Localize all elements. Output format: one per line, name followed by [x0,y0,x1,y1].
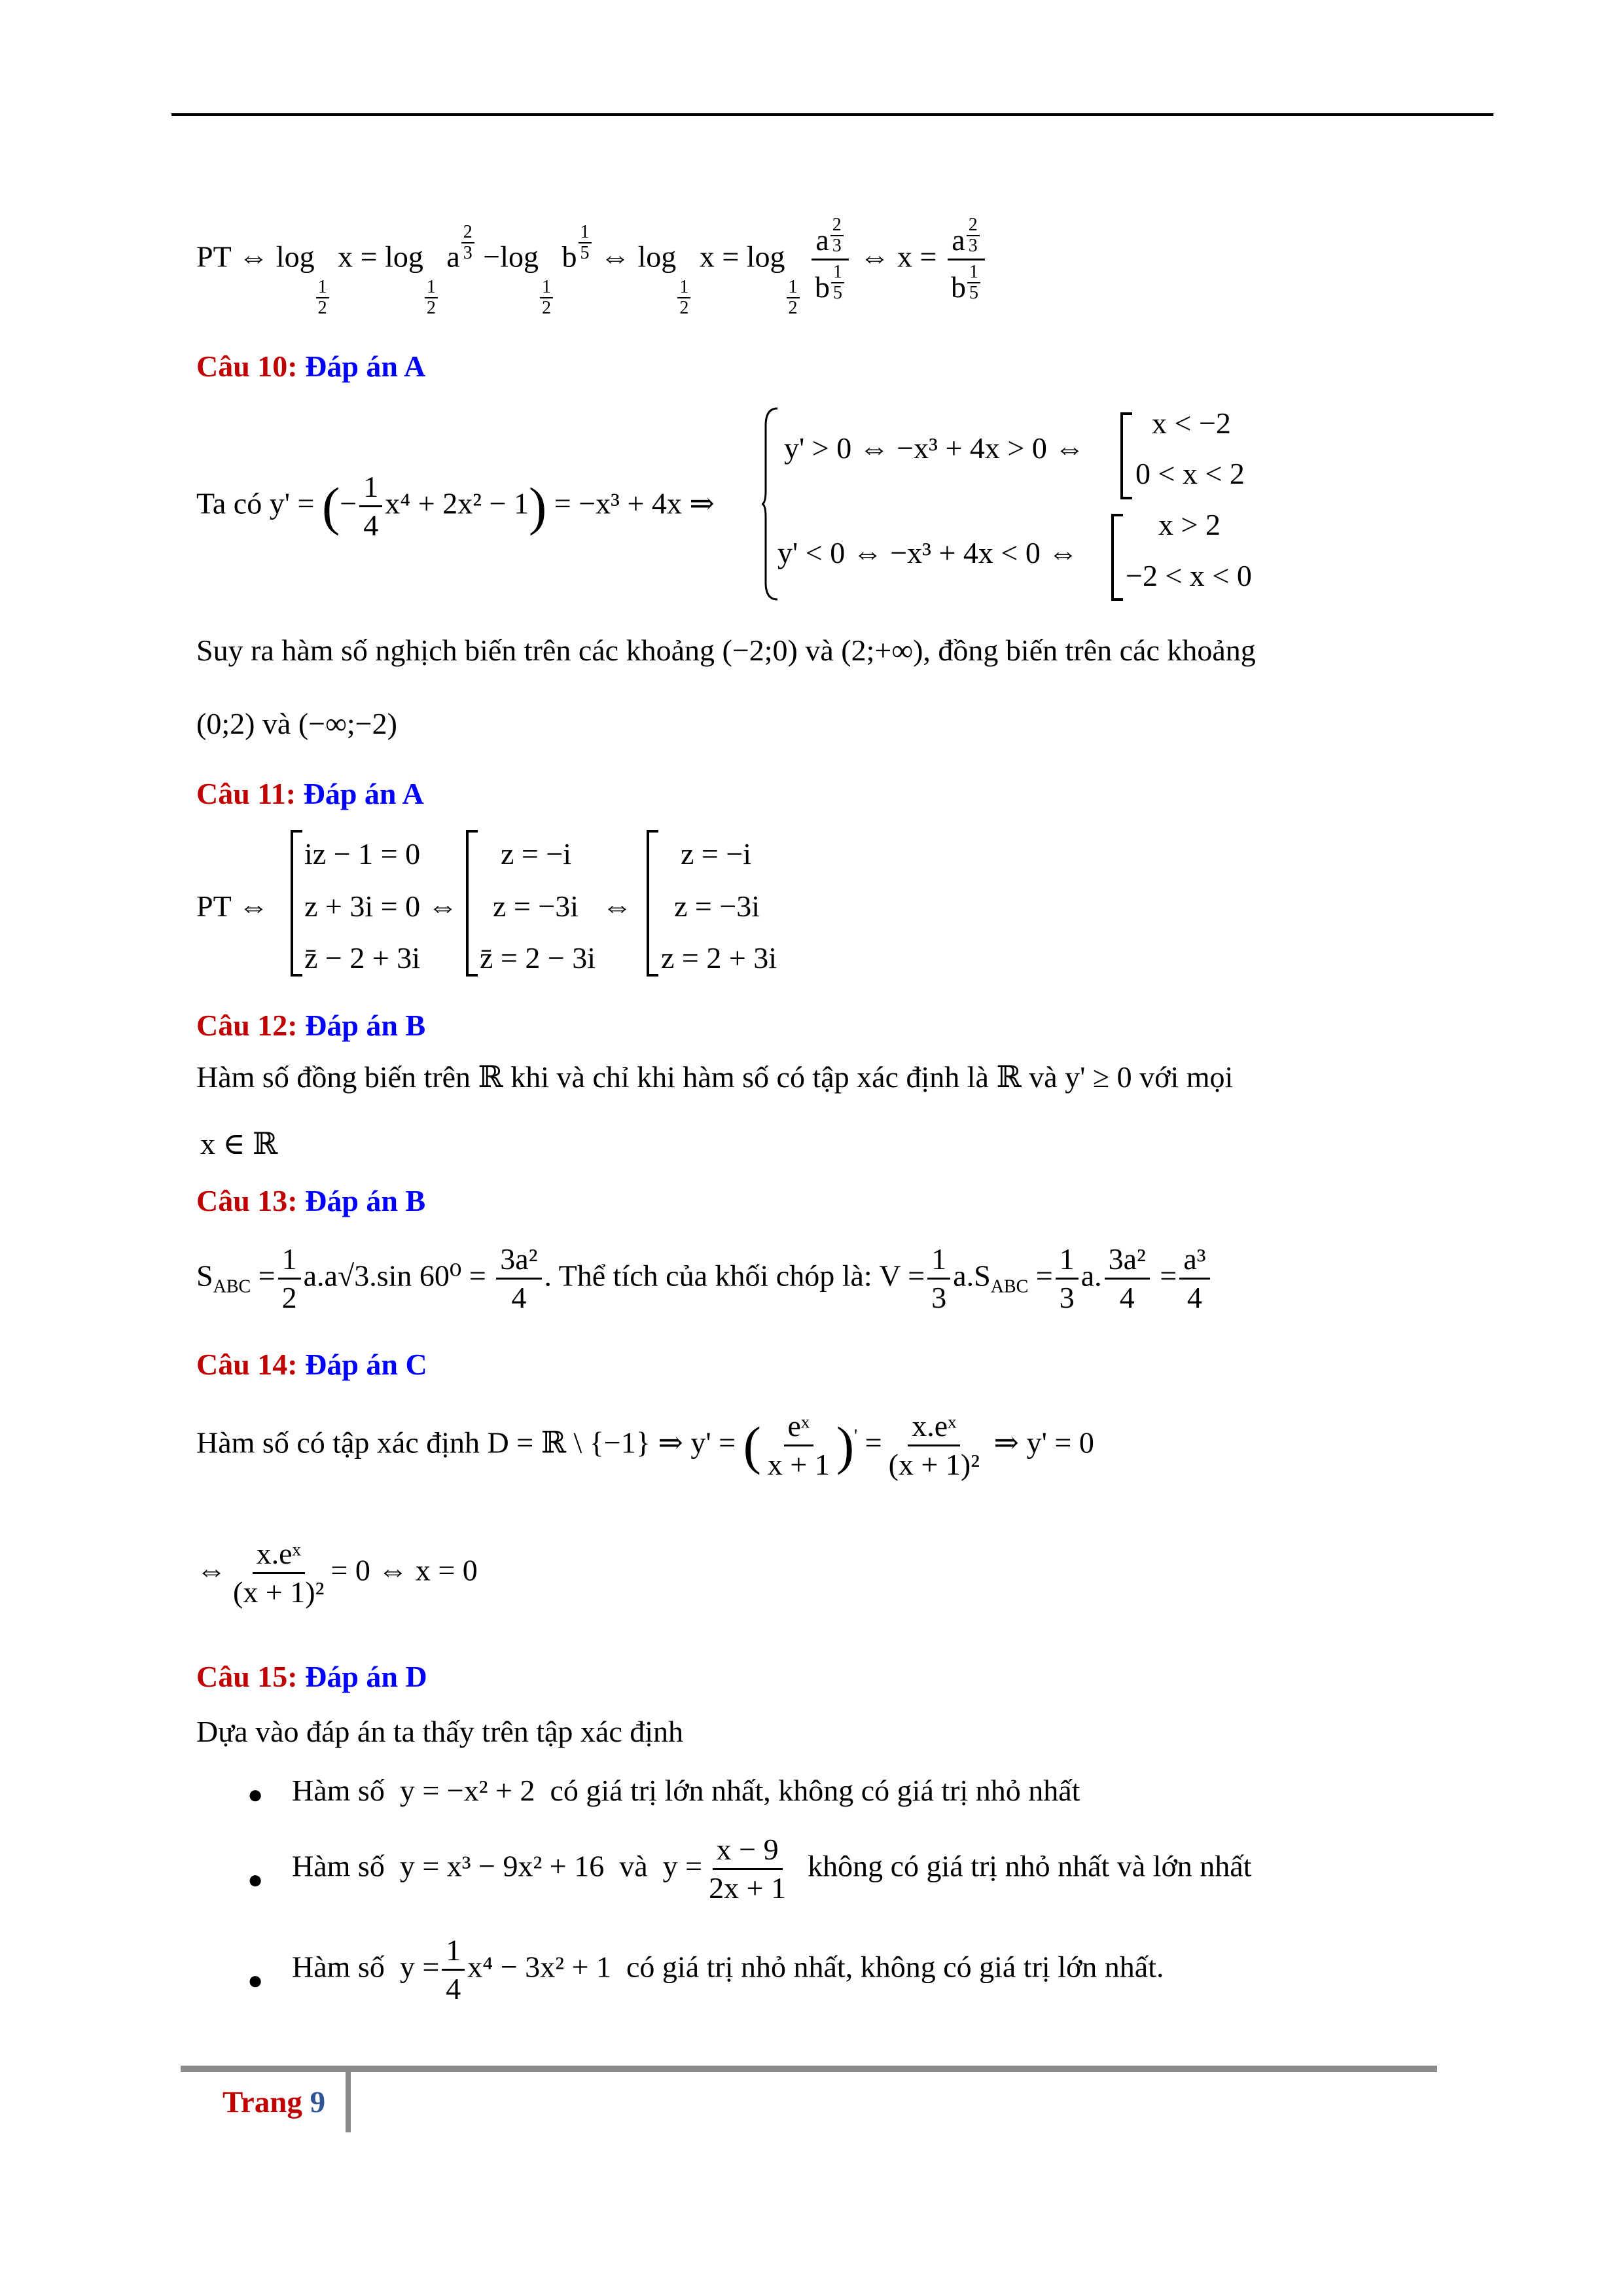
q11-sys2-2: z̄ = 2 − 3i [480,941,596,975]
q11-sys1-1: z + 3i = 0 ⇔ [304,889,458,923]
q11-sys2-0: z = −i [501,837,572,870]
q15-intro: Dựa vào đáp án ta thấy trên tập xác định [196,1715,684,1748]
q14-derivative: Hàm số có tập xác định D = ℝ \ {−1} ⇒ y' = ( $\frac{\text{eˣ}}{x + 1}$ )' = $\frac{\text{x.eˣ}}{\text{(x + 1)²}}$ ⇒ y' = 0 [196,1409,1094,1482]
q11-sys3-2: z = 2 + 3i [661,941,777,975]
q15-bullet-2: Hàm số y = x³ − 9x² + 16 và y = $\frac{x - 9}{2x + 1}$ không có giá trị nhỏ nhất và lớn nhất [292,1833,1252,1905]
q11-iff: ⇔ [602,889,632,923]
q10-brace [760,406,780,602]
q11-bracket-2 [466,830,478,977]
q12-line-2: x ∈ ℝ [200,1127,278,1160]
q15-bullet-1: Hàm số y = −x² + 2 có giá trị lớn nhất, không có giá trị nhỏ nhất [292,1774,1080,1807]
q15-bullet-3: Hàm số y = $\frac{1}{4}$ x⁴ − 3x² + 1 có giá trị nhỏ nhất, không có giá trị lớn nhất. [292,1933,1164,2006]
q10-bracket-2 [1111,514,1123,601]
q9-equation: PT ⇔ log $\frac{1}{2}$ x = log $\frac{1}{2}$ a $\frac{2}{3}$ −log $\frac{1}{2}$ b $\frac{1}{5}$ ⇔ log $\frac{1}{2}$ x = log $\frac{1}{2}$ a $\frac{2}{3}$ b $\frac{1}{5}$ ⇔ x = a $\frac{2}{3}$ b $\frac{1}{5}$ [196,216,988,317]
q12-heading: Câu 12: Đáp án B [196,1009,426,1042]
footer-rule [181,2066,1437,2072]
q10-case-positive: y' > 0 ⇔ −x³ + 4x > 0 ⇔ [784,431,1085,465]
q12-line-1: Hàm số đồng biến trên ℝ khi và chỉ khi hàm số có tập xác định là ℝ và y' ≥ 0 với mọi [196,1060,1234,1094]
bullet-icon: ● [247,1780,264,1809]
q10-bracket-1 [1120,412,1132,499]
bullet-icon: ● [247,1965,264,1995]
q10-heading: Câu 10: Đáp án A [196,350,426,383]
q10-derivative: Ta có y' = (− $\frac{1}{4}$ x⁴ + 2x² − 1) = −x³ + 4x ⇒ [196,470,715,543]
q11-pt: PT ⇔ [196,889,269,923]
q11-sys3-1: z = −3i [674,889,760,923]
q10-case-negative: y' < 0 ⇔ −x³ + 4x < 0 ⇔ [777,536,1079,569]
q11-sys2-1: z = −3i [493,889,579,923]
q10-case2a: x > 2 [1158,508,1221,541]
q13-heading: Câu 13: Đáp án B [196,1184,426,1217]
page-number: Trang 9 [223,2085,326,2119]
q11-sys3-0: z = −i [681,837,752,870]
q14-heading: Câu 14: Đáp án C [196,1348,427,1381]
q13-area-volume: $S_{ABC}$ = $\frac{1}{2}$ a.a√3.sin 60⁰ = $\frac{\text{3a²}}{4}$ . Thể tích của khối chóp là: V = $\frac{1}{3}$ $a.S_{ABC}$ = $\frac{1}{3}$ a. $\frac{\text{3a²}}{4}$ = $\frac{\text{a³}}{4}$ [196,1244,1213,1314]
q10-case1a: x < −2 [1152,406,1231,440]
q10-case2b: −2 < x < 0 [1126,559,1252,592]
header-rule [171,113,1493,116]
q11-bracket-3 [647,830,658,977]
q15-heading: Câu 15: Đáp án D [196,1660,427,1693]
bullet-icon: ● [247,1865,264,1894]
q10-case1b: 0 < x < 2 [1135,457,1245,490]
q11-sys1-2: z̄ − 2 + 3i [304,941,421,975]
q11-sys1-0: iz − 1 = 0 [304,837,421,870]
q11-heading: Câu 11: Đáp án A [196,777,424,810]
q11-bracket-1 [291,830,302,977]
q14-solution: ⇔ $\frac{\text{x.eˣ}}{\text{(x + 1)²}}$ = 0 ⇔ x = 0 [196,1537,478,1609]
footer-divider [346,2072,351,2132]
q10-conclusion-2: (0;2) và (−∞;−2) [196,707,397,740]
q10-conclusion-1: Suy ra hàm số nghịch biến trên các khoảng (−2;0) và (2;+∞), đồng biến trên các khoảng [196,634,1256,667]
